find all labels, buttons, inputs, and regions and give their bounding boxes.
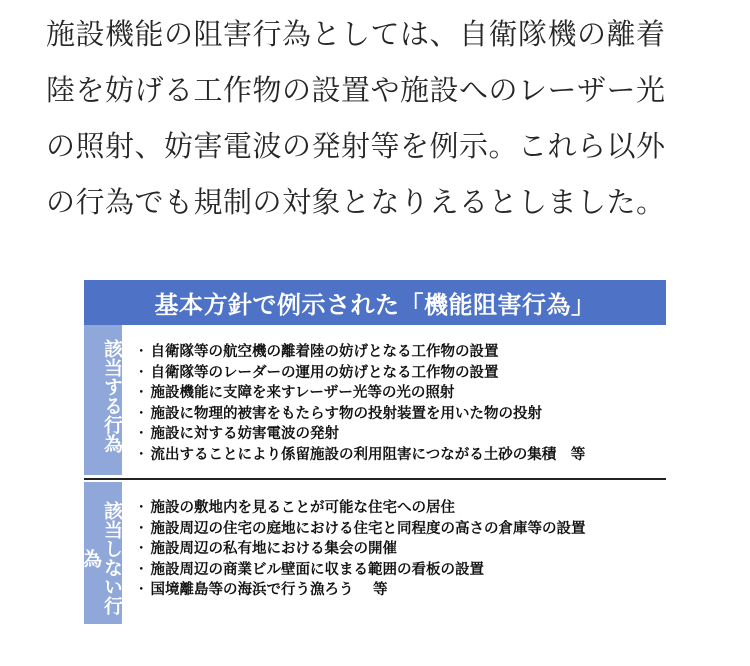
list-item: ・ 施設に対する妨害電波の発射 [134, 424, 585, 445]
applicable-acts-section [84, 325, 666, 475]
paragraph-line: の照射、妨害電波の発射等を例示。これら以外 [46, 129, 666, 163]
applicable-acts-list [134, 342, 585, 465]
list-item: ・ 流出することにより係留施設の利用阻害につながる土砂の集積 等 [134, 445, 585, 466]
non-applicable-acts-section [80, 482, 666, 624]
list-item: ・ 施設の敷地内を見ることが可能な住宅への居住 [134, 498, 586, 519]
list-item: ・ 施設周辺の私有地における集会の開催 [134, 539, 586, 560]
section-divider [84, 478, 666, 480]
list-item: ・ 施設周辺の商業ビル壁面に収まる範囲の看板の設置 [134, 560, 586, 581]
figure-title: 基本方針で例示された「機能阻害行為」 [84, 280, 666, 325]
paragraph-line: の行為でも規制の対象となりえるとしました。 [46, 185, 666, 219]
paragraph-line: 施設機能の阻害行為としては、自衛隊機の離着 [46, 17, 666, 51]
list-item: ・ 施設周辺の住宅の庭地における住宅と同程度の高さの倉庫等の設置 [134, 519, 586, 540]
list-item: ・ 自衛隊等のレーダーの運用の妨げとなる工作物の設置 [134, 363, 585, 384]
list-item: ・ 施設に物理的被害をもたらす物の投射装置を用いた物の投射 [134, 404, 585, 425]
section-label-box [84, 325, 122, 475]
list-item: ・ 自衛隊等の航空機の離着陸の妨げとなる工作物の設置 [134, 342, 585, 363]
list-item: ・ 施設機能に支障を来すレーザー光等の光の照射 [134, 383, 585, 404]
section-label-box [80, 482, 123, 624]
non-applicable-acts-list [134, 498, 586, 601]
article-paragraph [46, 6, 706, 230]
list-item: ・ 国境離島等の海浜で行う漁ろう 等 [134, 580, 586, 601]
policy-figure [80, 280, 666, 624]
section-label-not-applies: 該当しない行為 [80, 501, 123, 615]
paragraph-line: 陸を妨げる工作物の設置や施設へのレーザー光 [46, 73, 666, 107]
section-label-applies: 該当する行為 [101, 339, 123, 453]
